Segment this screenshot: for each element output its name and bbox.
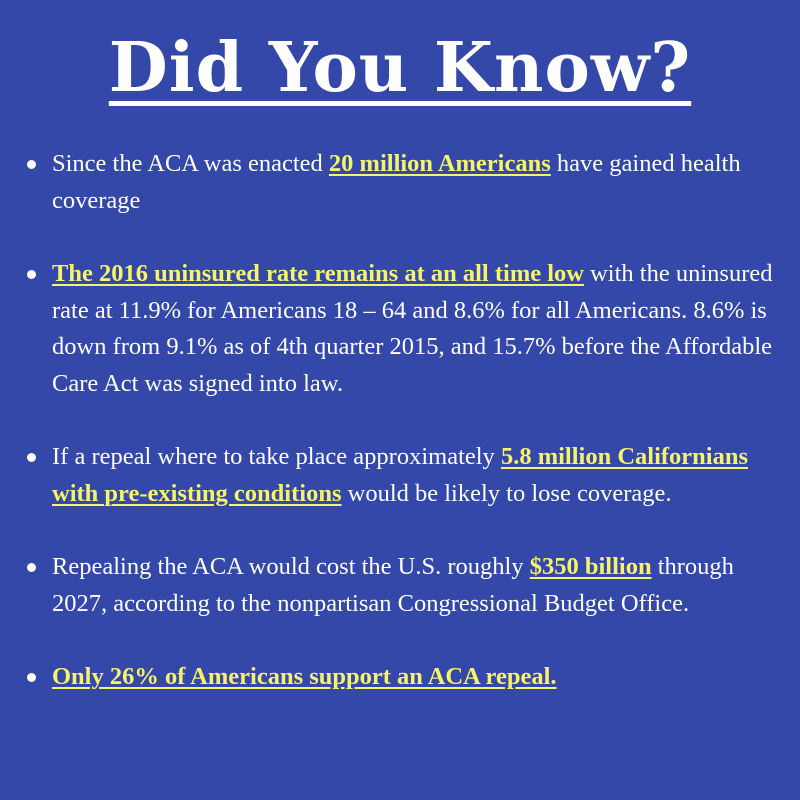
fact-1-highlight: 20 million Americans (328, 150, 551, 177)
fact-3-text: If a repeal where to take place approximately (52, 443, 501, 470)
fact-1-text: Since the ACA was enacted (52, 150, 329, 177)
bullet-icon (27, 563, 36, 572)
page-title-text: Did You Know? (108, 28, 692, 108)
bullet-icon (27, 160, 36, 169)
fact-2-text-after: with the uninsured rate at 11.9% for Americans 18 – 64 and 8.6% for all Americans. 8.6% is down from 9.1% as of 4th quarter 2015, and 15.7% before the Affordable Care Act was signed into law. (52, 260, 773, 397)
bullet-icon (27, 673, 36, 682)
fact-2-highlight: The 2016 uninsured rate remains at an all time low (52, 260, 584, 287)
fact-item-2 (25, 256, 775, 402)
fact-1-text-after: have gained health coverage (52, 150, 741, 214)
fact-4-text: Repealing the ACA would cost the U.S. roughly (52, 553, 530, 580)
fact-item-1 (25, 146, 775, 219)
bullet-icon (27, 270, 36, 279)
fact-5-highlight: Only 26% of Americans support an ACA repeal. (52, 663, 557, 690)
page-title (0, 28, 800, 108)
fact-item-4 (25, 549, 775, 622)
bullet-icon (27, 453, 36, 462)
fact-4-highlight: $350 billion (529, 553, 652, 580)
fact-4-text-after: through 2027, according to the nonpartisan Congressional Budget Office. (52, 553, 734, 617)
fact-item-5 (25, 659, 775, 696)
fact-3-text-after: would be likely to lose coverage. (341, 479, 672, 507)
fact-list (25, 146, 775, 696)
fact-item-3 (25, 439, 775, 512)
fact-3-highlight: 5.8 million Californians with pre-existing conditions (52, 443, 749, 507)
